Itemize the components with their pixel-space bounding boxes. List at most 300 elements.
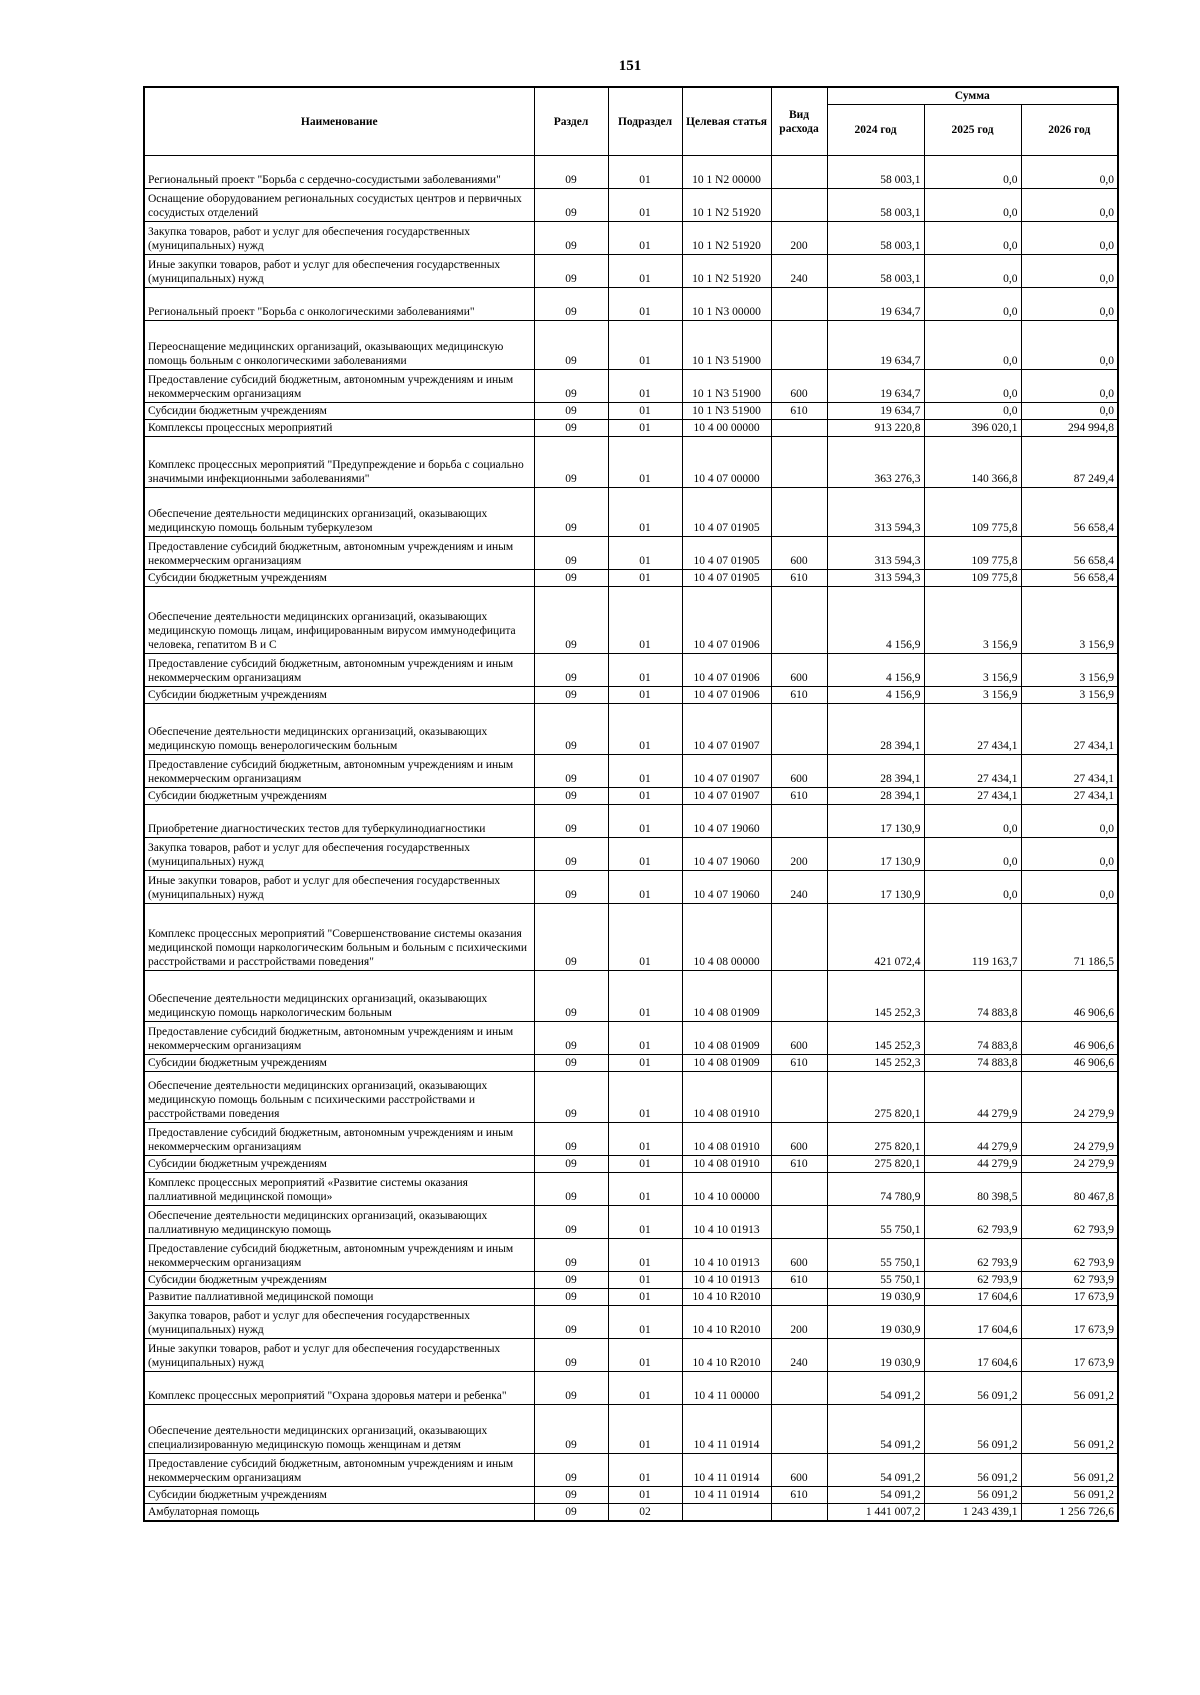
- header-podrazdel: Подраздел: [608, 87, 682, 156]
- row-sum-2025: 0,0: [924, 222, 1021, 255]
- row-name: Субсидии бюджетным учреждениям: [144, 403, 534, 420]
- row-razdel: 09: [534, 1405, 608, 1454]
- row-podrazdel: 01: [608, 587, 682, 654]
- row-razdel: 09: [534, 1339, 608, 1372]
- row-sum-2026: 0,0: [1021, 189, 1118, 222]
- row-sum-2025: 0,0: [924, 156, 1021, 189]
- row-podrazdel: 01: [608, 971, 682, 1022]
- row-razdel: 09: [534, 1173, 608, 1206]
- row-sum-2024: 275 820,1: [827, 1123, 924, 1156]
- row-celevaya-statya: 10 1 N3 51900: [682, 370, 771, 403]
- row-celevaya-statya: 10 4 07 19060: [682, 871, 771, 904]
- row-razdel: 09: [534, 971, 608, 1022]
- table-row: [144, 222, 1118, 255]
- row-podrazdel: 01: [608, 1339, 682, 1372]
- row-sum-2025: 0,0: [924, 403, 1021, 420]
- row-podrazdel: 01: [608, 437, 682, 488]
- row-vid-rashoda: 600: [771, 1239, 827, 1272]
- row-celevaya-statya: 10 4 10 00000: [682, 1173, 771, 1206]
- row-celevaya-statya: 10 1 N2 51920: [682, 255, 771, 288]
- row-celevaya-statya: 10 4 07 01905: [682, 488, 771, 537]
- row-sum-2024: 54 091,2: [827, 1372, 924, 1405]
- row-sum-2026: 56 091,2: [1021, 1405, 1118, 1454]
- row-podrazdel: 01: [608, 1123, 682, 1156]
- row-razdel: 09: [534, 437, 608, 488]
- row-vid-rashoda: 610: [771, 1272, 827, 1289]
- row-sum-2026: 56 658,4: [1021, 570, 1118, 587]
- row-razdel: 09: [534, 755, 608, 788]
- row-podrazdel: 01: [608, 189, 682, 222]
- row-vid-rashoda: 610: [771, 687, 827, 704]
- row-celevaya-statya: 10 4 07 19060: [682, 838, 771, 871]
- row-podrazdel: 01: [608, 1055, 682, 1072]
- row-sum-2024: 363 276,3: [827, 437, 924, 488]
- row-sum-2025: 56 091,2: [924, 1487, 1021, 1504]
- row-sum-2025: 3 156,9: [924, 587, 1021, 654]
- row-sum-2026: 0,0: [1021, 288, 1118, 321]
- row-vid-rashoda: [771, 321, 827, 370]
- row-razdel: 09: [534, 288, 608, 321]
- row-vid-rashoda: 240: [771, 1339, 827, 1372]
- row-razdel: 09: [534, 1072, 608, 1123]
- row-sum-2026: 46 906,6: [1021, 1055, 1118, 1072]
- row-name: Предоставление субсидий бюджетным, автономным учреждениям и иным некоммерческим организациям: [144, 1239, 534, 1272]
- row-name: Закупка товаров, работ и услуг для обеспечения государственных (муниципальных) нужд: [144, 838, 534, 871]
- row-name: Приобретение диагностических тестов для туберкулинодиагностики: [144, 805, 534, 838]
- row-podrazdel: 01: [608, 1022, 682, 1055]
- row-sum-2025: 109 775,8: [924, 570, 1021, 587]
- row-sum-2025: 27 434,1: [924, 755, 1021, 788]
- row-razdel: 09: [534, 420, 608, 437]
- row-celevaya-statya: 10 4 11 01914: [682, 1487, 771, 1504]
- row-sum-2026: 1 256 726,6: [1021, 1504, 1118, 1522]
- row-name: Предоставление субсидий бюджетным, автономным учреждениям и иным некоммерческим организациям: [144, 537, 534, 570]
- row-sum-2024: 55 750,1: [827, 1272, 924, 1289]
- row-sum-2024: 58 003,1: [827, 255, 924, 288]
- row-vid-rashoda: 600: [771, 1123, 827, 1156]
- table-row: [144, 321, 1118, 370]
- table-row: [144, 1405, 1118, 1454]
- row-celevaya-statya: 10 4 10 R2010: [682, 1339, 771, 1372]
- row-sum-2026: 17 673,9: [1021, 1289, 1118, 1306]
- row-razdel: 09: [534, 805, 608, 838]
- table-body: [144, 156, 1118, 1522]
- row-sum-2026: 87 249,4: [1021, 437, 1118, 488]
- row-sum-2026: 0,0: [1021, 156, 1118, 189]
- row-sum-2025: 27 434,1: [924, 788, 1021, 805]
- table-row: [144, 1239, 1118, 1272]
- row-sum-2026: 0,0: [1021, 838, 1118, 871]
- row-podrazdel: 01: [608, 1072, 682, 1123]
- row-vid-rashoda: [771, 904, 827, 971]
- row-sum-2026: 27 434,1: [1021, 704, 1118, 755]
- row-razdel: 09: [534, 1289, 608, 1306]
- row-podrazdel: 01: [608, 321, 682, 370]
- row-sum-2025: 17 604,6: [924, 1306, 1021, 1339]
- row-name: Обеспечение деятельности медицинских организаций, оказывающих медицинскую помощь больным с психическими расстройствами и расстройствами поведения: [144, 1072, 534, 1123]
- row-podrazdel: 01: [608, 537, 682, 570]
- row-podrazdel: 01: [608, 1306, 682, 1339]
- row-razdel: 09: [534, 403, 608, 420]
- row-sum-2026: 3 156,9: [1021, 687, 1118, 704]
- row-sum-2025: 62 793,9: [924, 1206, 1021, 1239]
- row-celevaya-statya: 10 4 07 00000: [682, 437, 771, 488]
- row-razdel: 09: [534, 537, 608, 570]
- row-celevaya-statya: 10 4 07 01906: [682, 654, 771, 687]
- row-razdel: 09: [534, 570, 608, 587]
- row-name: Иные закупки товаров, работ и услуг для обеспечения государственных (муниципальных) нужд: [144, 255, 534, 288]
- row-vid-rashoda: 200: [771, 1306, 827, 1339]
- row-podrazdel: 01: [608, 570, 682, 587]
- row-sum-2024: 28 394,1: [827, 755, 924, 788]
- row-razdel: 09: [534, 370, 608, 403]
- row-podrazdel: 01: [608, 871, 682, 904]
- table-row: [144, 420, 1118, 437]
- row-name: Обеспечение деятельности медицинских организаций, оказывающих медицинскую помощь больным туберкулезом: [144, 488, 534, 537]
- row-sum-2024: 275 820,1: [827, 1072, 924, 1123]
- row-sum-2024: 55 750,1: [827, 1239, 924, 1272]
- row-sum-2024: 313 594,3: [827, 570, 924, 587]
- row-celevaya-statya: 10 1 N2 00000: [682, 156, 771, 189]
- row-sum-2024: 1 441 007,2: [827, 1504, 924, 1522]
- row-sum-2024: 17 130,9: [827, 871, 924, 904]
- row-razdel: 09: [534, 1306, 608, 1339]
- row-vid-rashoda: 600: [771, 370, 827, 403]
- row-name: Субсидии бюджетным учреждениям: [144, 1055, 534, 1072]
- row-sum-2025: 62 793,9: [924, 1239, 1021, 1272]
- row-razdel: 09: [534, 788, 608, 805]
- row-name: Региональный проект "Борьба с онкологическими заболеваниями": [144, 288, 534, 321]
- header-celevaya-statya: Целевая статья: [682, 87, 771, 156]
- row-vid-rashoda: [771, 1206, 827, 1239]
- row-celevaya-statya: 10 4 10 R2010: [682, 1289, 771, 1306]
- row-sum-2026: 27 434,1: [1021, 788, 1118, 805]
- row-name: Обеспечение деятельности медицинских организаций, оказывающих медицинскую помощь лицам, инфицированным вирусом иммунодефицита человека, гепатитом В и С: [144, 587, 534, 654]
- row-podrazdel: 01: [608, 488, 682, 537]
- table-row: [144, 1454, 1118, 1487]
- row-name: Субсидии бюджетным учреждениям: [144, 570, 534, 587]
- row-vid-rashoda: 240: [771, 871, 827, 904]
- row-sum-2026: 46 906,6: [1021, 971, 1118, 1022]
- row-razdel: 09: [534, 587, 608, 654]
- row-sum-2025: 0,0: [924, 255, 1021, 288]
- row-celevaya-statya: 10 4 07 19060: [682, 805, 771, 838]
- row-sum-2026: 0,0: [1021, 222, 1118, 255]
- table-row: [144, 1055, 1118, 1072]
- row-celevaya-statya: 10 4 07 01906: [682, 687, 771, 704]
- row-celevaya-statya: 10 1 N3 51900: [682, 321, 771, 370]
- row-razdel: 09: [534, 704, 608, 755]
- row-sum-2024: 19 634,7: [827, 321, 924, 370]
- row-podrazdel: 01: [608, 156, 682, 189]
- row-sum-2026: 24 279,9: [1021, 1072, 1118, 1123]
- row-sum-2025: 3 156,9: [924, 687, 1021, 704]
- table-row: [144, 1206, 1118, 1239]
- row-sum-2026: 46 906,6: [1021, 1022, 1118, 1055]
- row-sum-2026: 0,0: [1021, 255, 1118, 288]
- row-podrazdel: 01: [608, 1173, 682, 1206]
- table-row: [144, 971, 1118, 1022]
- row-sum-2024: 58 003,1: [827, 156, 924, 189]
- row-razdel: 09: [534, 1372, 608, 1405]
- row-name: Предоставление субсидий бюджетным, автономным учреждениям и иным некоммерческим организациям: [144, 1022, 534, 1055]
- row-name: Субсидии бюджетным учреждениям: [144, 1156, 534, 1173]
- row-sum-2026: 62 793,9: [1021, 1206, 1118, 1239]
- row-celevaya-statya: 10 4 07 01906: [682, 587, 771, 654]
- table-row: [144, 488, 1118, 537]
- row-sum-2026: 56 091,2: [1021, 1372, 1118, 1405]
- row-sum-2026: 294 994,8: [1021, 420, 1118, 437]
- table-row: [144, 1272, 1118, 1289]
- row-celevaya-statya: 10 1 N2 51920: [682, 189, 771, 222]
- row-vid-rashoda: [771, 1405, 827, 1454]
- row-sum-2024: 275 820,1: [827, 1156, 924, 1173]
- row-sum-2024: 19 634,7: [827, 403, 924, 420]
- row-sum-2025: 56 091,2: [924, 1454, 1021, 1487]
- row-sum-2024: 145 252,3: [827, 1022, 924, 1055]
- row-razdel: 09: [534, 1156, 608, 1173]
- row-celevaya-statya: 10 4 07 01905: [682, 570, 771, 587]
- row-sum-2026: 62 793,9: [1021, 1239, 1118, 1272]
- row-sum-2024: 54 091,2: [827, 1405, 924, 1454]
- row-podrazdel: 02: [608, 1504, 682, 1522]
- row-name: Комплекс процессных мероприятий "Охрана здоровья матери и ребенка": [144, 1372, 534, 1405]
- table-row: [144, 838, 1118, 871]
- row-podrazdel: 01: [608, 370, 682, 403]
- header-vid-rashoda: Вид расхода: [771, 87, 827, 156]
- row-sum-2025: 27 434,1: [924, 704, 1021, 755]
- row-podrazdel: 01: [608, 1405, 682, 1454]
- row-celevaya-statya: 10 4 08 01909: [682, 971, 771, 1022]
- row-sum-2025: 1 243 439,1: [924, 1504, 1021, 1522]
- row-vid-rashoda: [771, 704, 827, 755]
- table-row: [144, 904, 1118, 971]
- row-razdel: 09: [534, 1487, 608, 1504]
- row-sum-2026: 71 186,5: [1021, 904, 1118, 971]
- row-vid-rashoda: 610: [771, 1487, 827, 1504]
- table-row: [144, 587, 1118, 654]
- row-razdel: 09: [534, 1055, 608, 1072]
- row-vid-rashoda: [771, 971, 827, 1022]
- row-sum-2024: 54 091,2: [827, 1487, 924, 1504]
- row-name: Обеспечение деятельности медицинских организаций, оказывающих паллиативную медицинскую помощь: [144, 1206, 534, 1239]
- table-row: [144, 570, 1118, 587]
- row-sum-2024: 4 156,9: [827, 687, 924, 704]
- row-razdel: 09: [534, 1454, 608, 1487]
- row-vid-rashoda: 610: [771, 403, 827, 420]
- row-name: Амбулаторная помощь: [144, 1504, 534, 1522]
- row-name: Субсидии бюджетным учреждениям: [144, 687, 534, 704]
- row-podrazdel: 01: [608, 1289, 682, 1306]
- row-vid-rashoda: [771, 1372, 827, 1405]
- row-vid-rashoda: 600: [771, 1454, 827, 1487]
- row-vid-rashoda: [771, 587, 827, 654]
- row-name: Иные закупки товаров, работ и услуг для обеспечения государственных (муниципальных) нужд: [144, 1339, 534, 1372]
- row-sum-2025: 44 279,9: [924, 1156, 1021, 1173]
- row-razdel: 09: [534, 1206, 608, 1239]
- table-row: [144, 1072, 1118, 1123]
- row-razdel: 09: [534, 189, 608, 222]
- row-vid-rashoda: 610: [771, 788, 827, 805]
- row-razdel: 09: [534, 156, 608, 189]
- row-sum-2024: 4 156,9: [827, 587, 924, 654]
- row-sum-2026: 80 467,8: [1021, 1173, 1118, 1206]
- row-sum-2026: 0,0: [1021, 321, 1118, 370]
- row-podrazdel: 01: [608, 1454, 682, 1487]
- row-celevaya-statya: 10 4 08 01910: [682, 1156, 771, 1173]
- row-razdel: 09: [534, 1123, 608, 1156]
- row-sum-2025: 0,0: [924, 189, 1021, 222]
- row-razdel: 09: [534, 321, 608, 370]
- row-celevaya-statya: 10 4 08 00000: [682, 904, 771, 971]
- row-celevaya-statya: 10 4 08 01910: [682, 1123, 771, 1156]
- header-year-2025: 2025 год: [924, 105, 1021, 156]
- row-sum-2025: 140 366,8: [924, 437, 1021, 488]
- row-razdel: 09: [534, 838, 608, 871]
- row-name: Субсидии бюджетным учреждениям: [144, 1272, 534, 1289]
- row-celevaya-statya: 10 4 10 01913: [682, 1206, 771, 1239]
- row-sum-2024: 4 156,9: [827, 654, 924, 687]
- row-sum-2026: 17 673,9: [1021, 1339, 1118, 1372]
- table-row: [144, 1123, 1118, 1156]
- row-sum-2026: 56 091,2: [1021, 1487, 1118, 1504]
- row-name: Предоставление субсидий бюджетным, автономным учреждениям и иным некоммерческим организациям: [144, 370, 534, 403]
- table-row: [144, 1306, 1118, 1339]
- row-sum-2026: 3 156,9: [1021, 587, 1118, 654]
- table-row: [144, 1173, 1118, 1206]
- row-vid-rashoda: [771, 189, 827, 222]
- table-row: [144, 1339, 1118, 1372]
- row-sum-2024: 145 252,3: [827, 1055, 924, 1072]
- row-name: Комплекс процессных мероприятий «Развитие системы оказания паллиативной медицинской помощи»: [144, 1173, 534, 1206]
- row-name: Обеспечение деятельности медицинских организаций, оказывающих медицинскую помощь венерологическим больным: [144, 704, 534, 755]
- row-sum-2025: 80 398,5: [924, 1173, 1021, 1206]
- row-podrazdel: 01: [608, 805, 682, 838]
- row-name: Обеспечение деятельности медицинских организаций, оказывающих специализированную медицинскую помощь женщинам и детям: [144, 1405, 534, 1454]
- row-podrazdel: 01: [608, 1372, 682, 1405]
- row-vid-rashoda: 240: [771, 255, 827, 288]
- row-vid-rashoda: 600: [771, 755, 827, 788]
- row-sum-2024: 28 394,1: [827, 704, 924, 755]
- row-vid-rashoda: 610: [771, 1055, 827, 1072]
- row-sum-2024: 19 030,9: [827, 1339, 924, 1372]
- row-sum-2025: 109 775,8: [924, 488, 1021, 537]
- row-vid-rashoda: [771, 805, 827, 838]
- budget-table: [143, 86, 1119, 1522]
- row-vid-rashoda: [771, 1504, 827, 1522]
- row-name: Региональный проект "Борьба с сердечно-сосудистыми заболеваниями": [144, 156, 534, 189]
- table-row: [144, 437, 1118, 488]
- row-razdel: 09: [534, 1272, 608, 1289]
- row-sum-2025: 0,0: [924, 871, 1021, 904]
- row-name: Комплекс процессных мероприятий "Совершенствование системы оказания медицинской помощи наркологическим больным и больным с психическими расстройствами и расстройствами поведения": [144, 904, 534, 971]
- row-vid-rashoda: [771, 1072, 827, 1123]
- row-sum-2025: 109 775,8: [924, 537, 1021, 570]
- table-row: [144, 871, 1118, 904]
- row-sum-2025: 17 604,6: [924, 1289, 1021, 1306]
- row-sum-2026: 27 434,1: [1021, 755, 1118, 788]
- row-name: Комплекс процессных мероприятий "Предупреждение и борьба с социально значимыми инфекционными заболеваниями": [144, 437, 534, 488]
- row-sum-2025: 396 020,1: [924, 420, 1021, 437]
- table-row: [144, 1487, 1118, 1504]
- row-podrazdel: 01: [608, 755, 682, 788]
- row-celevaya-statya: 10 4 11 01914: [682, 1454, 771, 1487]
- row-vid-rashoda: 200: [771, 838, 827, 871]
- header-year-2026: 2026 год: [1021, 105, 1118, 156]
- row-razdel: 09: [534, 904, 608, 971]
- row-sum-2024: 313 594,3: [827, 537, 924, 570]
- table-row: [144, 189, 1118, 222]
- row-podrazdel: 01: [608, 403, 682, 420]
- row-vid-rashoda: [771, 1289, 827, 1306]
- row-podrazdel: 01: [608, 1206, 682, 1239]
- row-razdel: 09: [534, 654, 608, 687]
- table-row: [144, 704, 1118, 755]
- header-razdel: Раздел: [534, 87, 608, 156]
- table-row: [144, 687, 1118, 704]
- row-celevaya-statya: 10 4 08 01909: [682, 1022, 771, 1055]
- table-row: [144, 788, 1118, 805]
- row-sum-2025: 56 091,2: [924, 1372, 1021, 1405]
- row-vid-rashoda: 610: [771, 570, 827, 587]
- row-name: Предоставление субсидий бюджетным, автономным учреждениям и иным некоммерческим организациям: [144, 1123, 534, 1156]
- row-razdel: 09: [534, 488, 608, 537]
- row-sum-2026: 24 279,9: [1021, 1156, 1118, 1173]
- table-row: [144, 654, 1118, 687]
- row-celevaya-statya: 10 4 07 01905: [682, 537, 771, 570]
- row-sum-2025: 0,0: [924, 838, 1021, 871]
- row-celevaya-statya: 10 1 N3 51900: [682, 403, 771, 420]
- row-podrazdel: 01: [608, 904, 682, 971]
- row-celevaya-statya: 10 4 10 R2010: [682, 1306, 771, 1339]
- row-vid-rashoda: 600: [771, 654, 827, 687]
- header-summa: Сумма: [827, 87, 1118, 105]
- row-sum-2024: 28 394,1: [827, 788, 924, 805]
- row-podrazdel: 01: [608, 420, 682, 437]
- row-sum-2026: 0,0: [1021, 370, 1118, 403]
- row-sum-2024: 58 003,1: [827, 222, 924, 255]
- row-sum-2026: 0,0: [1021, 805, 1118, 838]
- row-sum-2026: 56 091,2: [1021, 1454, 1118, 1487]
- row-name: Закупка товаров, работ и услуг для обеспечения государственных (муниципальных) нужд: [144, 222, 534, 255]
- row-name: Предоставление субсидий бюджетным, автономным учреждениям и иным некоммерческим организациям: [144, 654, 534, 687]
- table-row: [144, 288, 1118, 321]
- header-year-2024: 2024 год: [827, 105, 924, 156]
- row-name: Субсидии бюджетным учреждениям: [144, 1487, 534, 1504]
- row-sum-2025: 44 279,9: [924, 1072, 1021, 1123]
- row-sum-2025: 0,0: [924, 321, 1021, 370]
- row-sum-2024: 913 220,8: [827, 420, 924, 437]
- row-sum-2025: 119 163,7: [924, 904, 1021, 971]
- row-vid-rashoda: 600: [771, 537, 827, 570]
- table-row: [144, 1504, 1118, 1522]
- table-row: [144, 156, 1118, 189]
- row-sum-2025: 62 793,9: [924, 1272, 1021, 1289]
- row-razdel: 09: [534, 1022, 608, 1055]
- row-vid-rashoda: [771, 420, 827, 437]
- table-row: [144, 1156, 1118, 1173]
- row-name: Развитие паллиативной медицинской помощи: [144, 1289, 534, 1306]
- row-celevaya-statya: [682, 1504, 771, 1522]
- table-row: [144, 1289, 1118, 1306]
- row-celevaya-statya: 10 4 07 01907: [682, 755, 771, 788]
- row-sum-2026: 24 279,9: [1021, 1123, 1118, 1156]
- row-razdel: 09: [534, 222, 608, 255]
- table-header: [144, 87, 1118, 156]
- row-razdel: 09: [534, 687, 608, 704]
- row-sum-2026: 17 673,9: [1021, 1306, 1118, 1339]
- row-name: Переоснащение медицинских организаций, оказывающих медицинскую помощь больным с онкологическими заболеваниями: [144, 321, 534, 370]
